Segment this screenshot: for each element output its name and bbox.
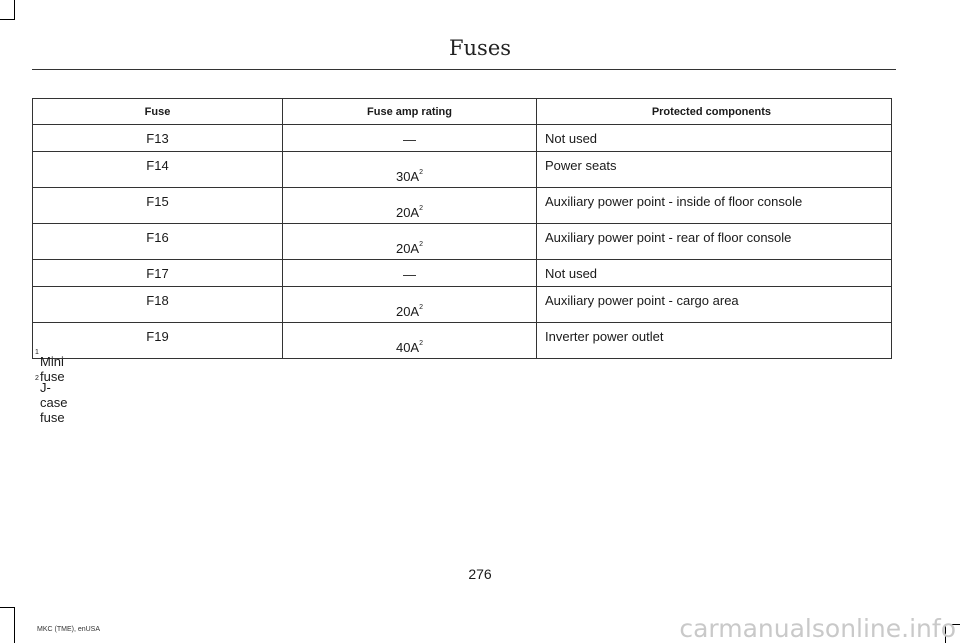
- amp-rating-cell: [283, 323, 537, 359]
- amp-rating-cell: [283, 188, 537, 224]
- table-row: [33, 287, 892, 323]
- amp-value: 20A: [395, 205, 420, 220]
- amp-rating-cell: [283, 224, 537, 260]
- footnote-number: 2: [35, 375, 39, 382]
- component-cell: Not used: [537, 125, 892, 152]
- table-row: [33, 152, 892, 188]
- crop-mark-bottom-left-vertical: [14, 607, 15, 643]
- footnote-ref: 2: [419, 339, 424, 347]
- fuse-id-cell: F14: [33, 152, 283, 188]
- fuse-id-cell: F15: [33, 188, 283, 224]
- amp-rating-cell: [283, 152, 537, 188]
- amp-rating-cell: —: [283, 125, 537, 152]
- footnote-number: 1: [35, 349, 39, 356]
- table-row: [33, 260, 892, 287]
- footnote-ref: 2: [419, 204, 424, 212]
- fuse-table: [32, 98, 892, 359]
- footnote-ref: 2: [419, 303, 424, 311]
- component-cell: Inverter power outlet: [537, 323, 892, 359]
- component-cell: Not used: [537, 260, 892, 287]
- watermark-text: carmanualsonline.info: [679, 614, 956, 643]
- column-header-amp-rating: Fuse amp rating: [283, 99, 537, 125]
- fuse-id-cell: F19: [33, 323, 283, 359]
- amp-rating-cell: [283, 287, 537, 323]
- page-number: 276: [468, 566, 492, 582]
- component-cell: Auxiliary power point - cargo area: [537, 287, 892, 323]
- crop-mark-bottom-left-horizontal: [0, 607, 15, 608]
- fuse-id-cell: F16: [33, 224, 283, 260]
- crop-mark-top-left-horizontal: [0, 19, 15, 20]
- table-row: [33, 323, 892, 359]
- component-cell: Power seats: [537, 152, 892, 188]
- footnote-text: J-case fuse: [40, 380, 68, 425]
- table-row: [33, 224, 892, 260]
- amp-value: 30A: [395, 169, 420, 184]
- amp-value: 40A: [395, 340, 420, 355]
- component-cell: Auxiliary power point - rear of floor console: [537, 224, 892, 260]
- column-header-fuse: Fuse: [33, 99, 283, 125]
- table-row: [33, 125, 892, 152]
- amp-rating-cell: —: [283, 260, 537, 287]
- document-id: MKC (TME), enUSA: [37, 626, 101, 633]
- column-header-protected-components: Protected components: [537, 99, 892, 125]
- footnote-ref: 2: [419, 168, 424, 176]
- component-cell: Auxiliary power point - inside of floor console: [537, 188, 892, 224]
- page-title: Fuses: [448, 36, 512, 60]
- fuse-id-cell: F17: [33, 260, 283, 287]
- footnote-text: Mini fuse: [40, 354, 65, 384]
- fuse-id-cell: F18: [33, 287, 283, 323]
- amp-value: 20A: [395, 304, 420, 319]
- amp-value: 20A: [395, 241, 420, 256]
- footnote-ref: 2: [419, 240, 424, 248]
- table-header-row: [33, 99, 892, 125]
- fuse-id-cell: F13: [33, 125, 283, 152]
- crop-mark-top-left-vertical: [14, 0, 15, 19]
- table-row: [33, 188, 892, 224]
- header-divider: [32, 69, 896, 70]
